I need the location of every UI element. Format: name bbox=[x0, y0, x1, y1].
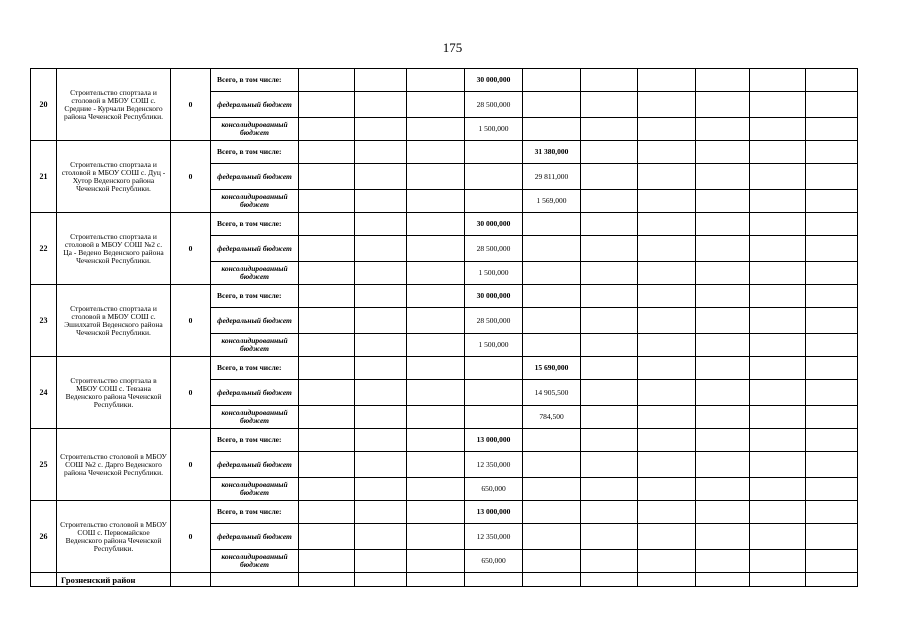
empty-cell bbox=[638, 524, 696, 550]
empty-cell bbox=[465, 573, 523, 587]
empty-cell bbox=[523, 285, 581, 308]
empty-cell bbox=[299, 573, 355, 587]
budget-label: Всего, в том числе: bbox=[211, 285, 299, 308]
empty-cell bbox=[696, 550, 750, 573]
empty-cell bbox=[638, 573, 696, 587]
empty-cell bbox=[806, 406, 858, 429]
empty-cell bbox=[581, 236, 638, 262]
empty-cell bbox=[750, 236, 806, 262]
budget-value: 12 350,000 bbox=[465, 524, 523, 550]
empty-cell bbox=[638, 478, 696, 501]
empty-cell bbox=[523, 92, 581, 118]
empty-cell bbox=[750, 92, 806, 118]
budget-label: Всего, в том числе: bbox=[211, 141, 299, 164]
empty-cell bbox=[638, 501, 696, 524]
empty-cell bbox=[750, 452, 806, 478]
empty-cell bbox=[355, 118, 407, 141]
budget-label: консолидированный бюджет bbox=[211, 406, 299, 429]
empty-cell bbox=[638, 118, 696, 141]
empty-cell bbox=[211, 573, 299, 587]
empty-cell bbox=[407, 334, 465, 357]
budget-value: 30 000,000 bbox=[465, 69, 523, 92]
empty-cell bbox=[581, 190, 638, 213]
empty-cell bbox=[638, 429, 696, 452]
project-number: 20 bbox=[31, 69, 57, 141]
empty-cell bbox=[581, 69, 638, 92]
empty-cell bbox=[806, 92, 858, 118]
empty-cell bbox=[696, 380, 750, 406]
project-number: 25 bbox=[31, 429, 57, 501]
project-zero-value: 0 bbox=[171, 141, 211, 213]
project-number: 22 bbox=[31, 213, 57, 285]
empty-cell bbox=[638, 308, 696, 334]
empty-cell bbox=[299, 334, 355, 357]
budget-value: 650,000 bbox=[465, 478, 523, 501]
empty-cell bbox=[581, 141, 638, 164]
project-name: Строительство спортзала и столовой в МБОУ СОШ №2 с. Ца - Ведено Веденского района Чеченской Республики. bbox=[57, 213, 171, 285]
empty-cell bbox=[696, 141, 750, 164]
budget-value: 650,000 bbox=[465, 550, 523, 573]
table-row bbox=[31, 69, 858, 92]
budget-label: консолидированный бюджет bbox=[211, 550, 299, 573]
empty-cell bbox=[581, 118, 638, 141]
empty-cell bbox=[407, 478, 465, 501]
empty-cell bbox=[806, 550, 858, 573]
project-zero-value: 0 bbox=[171, 69, 211, 141]
empty-cell bbox=[806, 190, 858, 213]
empty-cell bbox=[523, 262, 581, 285]
empty-cell bbox=[696, 164, 750, 190]
budget-value: 28 500,000 bbox=[465, 92, 523, 118]
empty-cell bbox=[299, 190, 355, 213]
empty-cell bbox=[750, 429, 806, 452]
empty-cell bbox=[355, 236, 407, 262]
empty-cell bbox=[407, 429, 465, 452]
budget-label: федеральный бюджет bbox=[211, 92, 299, 118]
project-zero-value: 0 bbox=[171, 213, 211, 285]
empty-cell bbox=[750, 118, 806, 141]
empty-cell bbox=[638, 236, 696, 262]
empty-cell bbox=[638, 141, 696, 164]
budget-label: федеральный бюджет bbox=[211, 524, 299, 550]
empty-cell bbox=[806, 236, 858, 262]
empty-cell bbox=[355, 429, 407, 452]
empty-cell bbox=[299, 285, 355, 308]
empty-cell bbox=[806, 69, 858, 92]
empty-cell bbox=[638, 357, 696, 380]
empty-cell bbox=[355, 285, 407, 308]
empty-cell bbox=[806, 380, 858, 406]
empty-cell bbox=[750, 190, 806, 213]
empty-cell bbox=[696, 69, 750, 92]
empty-cell bbox=[523, 478, 581, 501]
budget-value: 13 000,000 bbox=[465, 501, 523, 524]
empty-cell bbox=[638, 550, 696, 573]
empty-cell bbox=[638, 190, 696, 213]
empty-cell bbox=[299, 164, 355, 190]
budget-label: федеральный бюджет bbox=[211, 164, 299, 190]
empty-cell bbox=[407, 164, 465, 190]
budget-label: консолидированный бюджет bbox=[211, 190, 299, 213]
budget-value: 1 569,000 bbox=[523, 190, 581, 213]
empty-cell bbox=[638, 213, 696, 236]
empty-cell bbox=[750, 380, 806, 406]
empty-cell bbox=[581, 380, 638, 406]
empty-cell bbox=[299, 501, 355, 524]
empty-cell bbox=[696, 429, 750, 452]
budget-label: Всего, в том числе: bbox=[211, 357, 299, 380]
empty-cell bbox=[465, 357, 523, 380]
budget-label: консолидированный бюджет bbox=[211, 118, 299, 141]
empty-cell bbox=[523, 236, 581, 262]
empty-cell bbox=[523, 429, 581, 452]
budget-value: 12 350,000 bbox=[465, 452, 523, 478]
empty-cell bbox=[171, 573, 211, 587]
empty-cell bbox=[407, 406, 465, 429]
empty-cell bbox=[696, 406, 750, 429]
budget-label: консолидированный бюджет bbox=[211, 478, 299, 501]
table-row bbox=[31, 141, 858, 164]
budget-label: федеральный бюджет bbox=[211, 380, 299, 406]
empty-cell bbox=[407, 285, 465, 308]
project-zero-value: 0 bbox=[171, 357, 211, 429]
page-number: 175 bbox=[442, 40, 463, 55]
empty-cell bbox=[696, 524, 750, 550]
empty-cell bbox=[407, 190, 465, 213]
empty-cell bbox=[355, 213, 407, 236]
empty-cell bbox=[696, 357, 750, 380]
empty-cell bbox=[407, 501, 465, 524]
empty-cell bbox=[299, 262, 355, 285]
empty-cell bbox=[407, 357, 465, 380]
budget-label: Всего, в том числе: bbox=[211, 429, 299, 452]
budget-value: 15 690,000 bbox=[523, 357, 581, 380]
empty-cell bbox=[523, 573, 581, 587]
empty-cell bbox=[407, 92, 465, 118]
empty-cell bbox=[750, 573, 806, 587]
project-name: Строительство спортзала и столовой в МБОУ СОШ с. Эшилхатой Веденского района Чеченской Республики. bbox=[57, 285, 171, 357]
empty-cell bbox=[355, 92, 407, 118]
empty-cell bbox=[299, 69, 355, 92]
empty-cell bbox=[523, 308, 581, 334]
empty-cell bbox=[523, 118, 581, 141]
budget-value: 29 811,000 bbox=[523, 164, 581, 190]
empty-cell bbox=[355, 501, 407, 524]
empty-cell bbox=[581, 308, 638, 334]
empty-cell bbox=[523, 213, 581, 236]
empty-cell bbox=[299, 380, 355, 406]
empty-cell bbox=[355, 262, 407, 285]
empty-cell bbox=[581, 262, 638, 285]
empty-cell bbox=[299, 550, 355, 573]
empty-cell bbox=[299, 478, 355, 501]
empty-cell bbox=[407, 308, 465, 334]
empty-cell bbox=[465, 380, 523, 406]
budget-value: 1 500,000 bbox=[465, 334, 523, 357]
budget-value: 14 905,500 bbox=[523, 380, 581, 406]
empty-cell bbox=[407, 118, 465, 141]
empty-cell bbox=[806, 334, 858, 357]
project-zero-value: 0 bbox=[171, 285, 211, 357]
empty-cell bbox=[407, 69, 465, 92]
empty-cell bbox=[355, 478, 407, 501]
empty-cell bbox=[750, 141, 806, 164]
empty-cell bbox=[407, 573, 465, 587]
empty-cell bbox=[806, 213, 858, 236]
empty-cell bbox=[299, 213, 355, 236]
empty-cell bbox=[465, 141, 523, 164]
project-name: Строительство столовой в МБОУ СОШ с. Первомайское Веденского района Чеченской Республики. bbox=[57, 501, 171, 573]
empty-cell bbox=[407, 452, 465, 478]
empty-cell bbox=[806, 501, 858, 524]
budget-label: Всего, в том числе: bbox=[211, 501, 299, 524]
empty-cell bbox=[750, 285, 806, 308]
project-name: Строительство спортзала и столовой в МБОУ СОШ с. Дуц - Хутор Веденского района Чеченской Республики. bbox=[57, 141, 171, 213]
empty-cell bbox=[523, 69, 581, 92]
empty-cell bbox=[750, 262, 806, 285]
budget-value: 28 500,000 bbox=[465, 236, 523, 262]
empty-cell bbox=[407, 380, 465, 406]
table-row bbox=[31, 357, 858, 380]
empty-cell bbox=[355, 380, 407, 406]
empty-cell bbox=[355, 141, 407, 164]
project-number: 24 bbox=[31, 357, 57, 429]
empty-cell bbox=[806, 429, 858, 452]
empty-cell bbox=[355, 308, 407, 334]
empty-cell bbox=[696, 236, 750, 262]
empty-cell bbox=[806, 141, 858, 164]
budget-label: консолидированный бюджет bbox=[211, 262, 299, 285]
empty-cell bbox=[465, 190, 523, 213]
empty-cell bbox=[355, 164, 407, 190]
budget-value: 30 000,000 bbox=[465, 285, 523, 308]
table-row bbox=[31, 573, 858, 587]
empty-cell bbox=[581, 429, 638, 452]
empty-cell bbox=[806, 478, 858, 501]
budget-value: 31 380,000 bbox=[523, 141, 581, 164]
empty-cell bbox=[407, 524, 465, 550]
empty-cell bbox=[355, 357, 407, 380]
project-name: Строительство столовой в МБОУ СОШ №2 с. Дарго Веденского района Чеченской Республики. bbox=[57, 429, 171, 501]
empty-cell bbox=[750, 478, 806, 501]
empty-cell bbox=[581, 357, 638, 380]
empty-cell bbox=[355, 550, 407, 573]
empty-cell bbox=[299, 406, 355, 429]
empty-cell bbox=[696, 573, 750, 587]
empty-cell bbox=[638, 334, 696, 357]
project-zero-value: 0 bbox=[171, 429, 211, 501]
empty-cell bbox=[696, 118, 750, 141]
budget-label: федеральный бюджет bbox=[211, 452, 299, 478]
empty-cell bbox=[581, 501, 638, 524]
empty-cell bbox=[581, 285, 638, 308]
empty-cell bbox=[299, 429, 355, 452]
empty-cell bbox=[355, 524, 407, 550]
empty-cell bbox=[806, 452, 858, 478]
empty-cell bbox=[750, 501, 806, 524]
empty-cell bbox=[581, 550, 638, 573]
empty-cell bbox=[696, 262, 750, 285]
empty-cell bbox=[806, 573, 858, 587]
table-row bbox=[31, 501, 858, 524]
empty-cell bbox=[299, 452, 355, 478]
empty-cell bbox=[407, 236, 465, 262]
budget-value: 784,500 bbox=[523, 406, 581, 429]
empty-cell bbox=[465, 164, 523, 190]
empty-cell bbox=[638, 380, 696, 406]
project-number: 23 bbox=[31, 285, 57, 357]
empty-cell bbox=[806, 357, 858, 380]
empty-cell bbox=[581, 478, 638, 501]
budget-label: федеральный бюджет bbox=[211, 308, 299, 334]
project-name: Строительство спортзала и столовой в МБОУ СОШ с. Средние - Курчали Веденского района Чеченской Республики. bbox=[57, 69, 171, 141]
empty-cell bbox=[355, 406, 407, 429]
empty-cell bbox=[638, 164, 696, 190]
empty-cell bbox=[465, 406, 523, 429]
empty-cell bbox=[299, 141, 355, 164]
budget-value: 1 500,000 bbox=[465, 262, 523, 285]
empty-cell bbox=[299, 308, 355, 334]
empty-cell bbox=[806, 524, 858, 550]
empty-cell bbox=[806, 262, 858, 285]
empty-cell bbox=[696, 452, 750, 478]
empty-cell bbox=[523, 452, 581, 478]
budget-label: Всего, в том числе: bbox=[211, 69, 299, 92]
budget-label: консолидированный бюджет bbox=[211, 334, 299, 357]
empty-cell bbox=[750, 308, 806, 334]
empty-cell bbox=[581, 334, 638, 357]
project-number: 21 bbox=[31, 141, 57, 213]
empty-cell bbox=[31, 573, 57, 587]
project-name: Строительство спортзала в МБОУ СОШ с. Тевзана Веденского района Чеченской Республики. bbox=[57, 357, 171, 429]
table-row bbox=[31, 429, 858, 452]
empty-cell bbox=[638, 262, 696, 285]
empty-cell bbox=[299, 118, 355, 141]
empty-cell bbox=[696, 334, 750, 357]
empty-cell bbox=[696, 478, 750, 501]
project-zero-value: 0 bbox=[171, 501, 211, 573]
empty-cell bbox=[806, 164, 858, 190]
empty-cell bbox=[299, 236, 355, 262]
empty-cell bbox=[696, 92, 750, 118]
budget-value: 28 500,000 bbox=[465, 308, 523, 334]
region-title: Грозненский район bbox=[57, 573, 171, 587]
empty-cell bbox=[299, 524, 355, 550]
empty-cell bbox=[581, 92, 638, 118]
budget-value: 1 500,000 bbox=[465, 118, 523, 141]
empty-cell bbox=[750, 524, 806, 550]
budget-value: 30 000,000 bbox=[465, 213, 523, 236]
project-number: 26 bbox=[31, 501, 57, 573]
empty-cell bbox=[750, 357, 806, 380]
empty-cell bbox=[407, 550, 465, 573]
empty-cell bbox=[523, 550, 581, 573]
empty-cell bbox=[696, 285, 750, 308]
empty-cell bbox=[750, 334, 806, 357]
empty-cell bbox=[355, 334, 407, 357]
empty-cell bbox=[638, 69, 696, 92]
empty-cell bbox=[355, 69, 407, 92]
empty-cell bbox=[581, 452, 638, 478]
empty-cell bbox=[581, 573, 638, 587]
table-row bbox=[31, 213, 858, 236]
budget-table bbox=[30, 68, 858, 587]
empty-cell bbox=[523, 524, 581, 550]
empty-cell bbox=[355, 190, 407, 213]
empty-cell bbox=[355, 452, 407, 478]
empty-cell bbox=[696, 190, 750, 213]
empty-cell bbox=[638, 452, 696, 478]
empty-cell bbox=[299, 357, 355, 380]
empty-cell bbox=[581, 213, 638, 236]
empty-cell bbox=[696, 213, 750, 236]
empty-cell bbox=[638, 406, 696, 429]
budget-value: 13 000,000 bbox=[465, 429, 523, 452]
empty-cell bbox=[581, 524, 638, 550]
empty-cell bbox=[806, 308, 858, 334]
empty-cell bbox=[523, 334, 581, 357]
empty-cell bbox=[806, 118, 858, 141]
budget-label: Всего, в том числе: bbox=[211, 213, 299, 236]
empty-cell bbox=[638, 285, 696, 308]
empty-cell bbox=[750, 69, 806, 92]
empty-cell bbox=[696, 501, 750, 524]
empty-cell bbox=[355, 573, 407, 587]
empty-cell bbox=[523, 501, 581, 524]
empty-cell bbox=[750, 164, 806, 190]
empty-cell bbox=[407, 213, 465, 236]
empty-cell bbox=[407, 262, 465, 285]
empty-cell bbox=[696, 308, 750, 334]
empty-cell bbox=[299, 92, 355, 118]
empty-cell bbox=[750, 406, 806, 429]
empty-cell bbox=[407, 141, 465, 164]
empty-cell bbox=[581, 406, 638, 429]
budget-label: федеральный бюджет bbox=[211, 236, 299, 262]
empty-cell bbox=[750, 550, 806, 573]
table-row bbox=[31, 285, 858, 308]
empty-cell bbox=[806, 285, 858, 308]
empty-cell bbox=[750, 213, 806, 236]
empty-cell bbox=[581, 164, 638, 190]
empty-cell bbox=[638, 92, 696, 118]
